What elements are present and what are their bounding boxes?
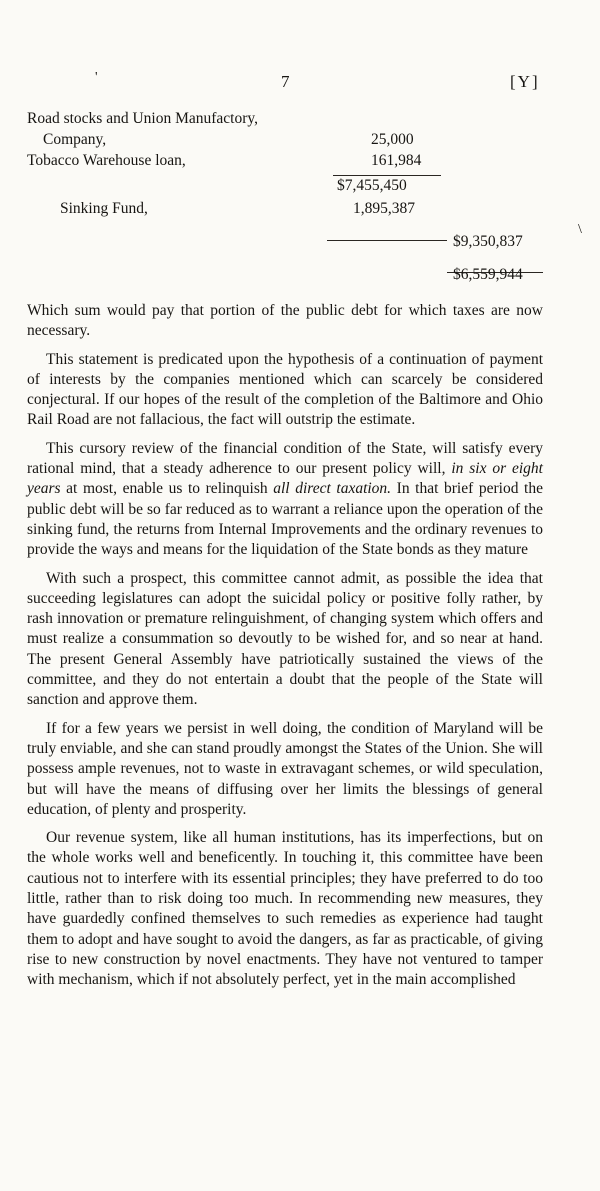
emphasis: all direct taxation. (273, 480, 392, 498)
paragraph-text: This cursory review of the financial condition of the State, will satisfy every rational mind, that a steady adherence to our present policy will, (27, 439, 543, 478)
ledger-amount: 25,000 (371, 131, 414, 148)
printers-tick-mark: ' (95, 70, 98, 85)
ledger-label: Tobacco Warehouse loan, (27, 152, 186, 169)
paragraph: If for a few years we persist in well doing, the condition of Maryland will be truly enviable, and she can stand proudly amongst the States of the Union. She will possess ample revenues, not to waste in extravagant schemes, or wild speculation, but will have the means of diffusing over her limits the blessings of general education, of plenty and prosperity. (27, 719, 543, 818)
ledger-row (27, 200, 547, 221)
signature-mark: [Y] (510, 72, 540, 91)
ledger-label: Road stocks and Union Manufactory, (27, 110, 259, 127)
ledger-row (27, 131, 547, 152)
ledger-row (27, 110, 547, 131)
ledger-total: $9,350,837 (453, 233, 523, 250)
paragraph-text: In that brief period the public debt will be so far reduced as to warrant a reliance upon the operation of the sinking fund, the returns from Internal Improvements and the ordinary revenues to provide the ways and means for the liquidation of the State bonds as they mature (27, 480, 543, 559)
ledger-row (27, 233, 547, 254)
report-body (27, 301, 543, 999)
margin-mark: \ (578, 222, 582, 237)
ledger-difference: $6,559,944 (453, 266, 523, 283)
page-number: 7 (281, 72, 290, 91)
ledger-label: Company, (43, 131, 107, 148)
ledger-row (27, 152, 547, 173)
ledger-amount: 161,984 (371, 152, 422, 169)
ledger-amount: 1,895,387 (353, 200, 415, 217)
ledger-row (27, 266, 547, 287)
sum-rule (333, 175, 441, 176)
paragraph-text: at most, enable us to relinquish (60, 480, 274, 498)
paragraph: Our revenue system, like all human institutions, has its imperfections, but on the whole works well and beneficently. In touching it, this committee have been cautious not to interfere with its essential principles; they have preferred to do too little, rather than to risk doing too much. In recommending new measures, they have guardedly confined themselves to such remedies as experience had taught them to adopt and have sought to avoid the dangers, as far as practicable, of giving rise to new construction by novel enactments. They have not ventured to tamper with mechanism, which if not absolutely perfect, yet in the main accomplished (27, 829, 543, 989)
paragraph: This statement is predicated upon the hypothesis of a continuation of payment of interests by the companies mentioned which can scarcely be considered conjectural. If our hopes of the result of the completion of the Baltimore and Ohio Rail Road are not fallacious, the fact will outstrip the estimate. (27, 350, 543, 429)
paragraph: With such a prospect, this committee cannot admit, as possible the idea that succeeding legislatures can adopt the suicidal policy or positive folly rather, by rash innovation or premature relinguishment, of changing system which offers and must realize a consummation so devoutly to be wished for, and so near at hand. The present General Assembly have patriotically sustained the views of the committee, and they do not entertain a doubt that the people of the State will sanction and approve them. (27, 569, 543, 709)
ledger-subtotal: $7,455,450 (337, 177, 407, 194)
ledger-row (27, 177, 547, 198)
paragraph (27, 439, 543, 561)
emphasis: in six or eight years (27, 460, 543, 498)
paragraph: Which sum would pay that portion of the public debt for which taxes are now necessary. (27, 302, 543, 340)
debt-ledger (27, 110, 547, 287)
ledger-label: Sinking Fund, (60, 200, 148, 217)
